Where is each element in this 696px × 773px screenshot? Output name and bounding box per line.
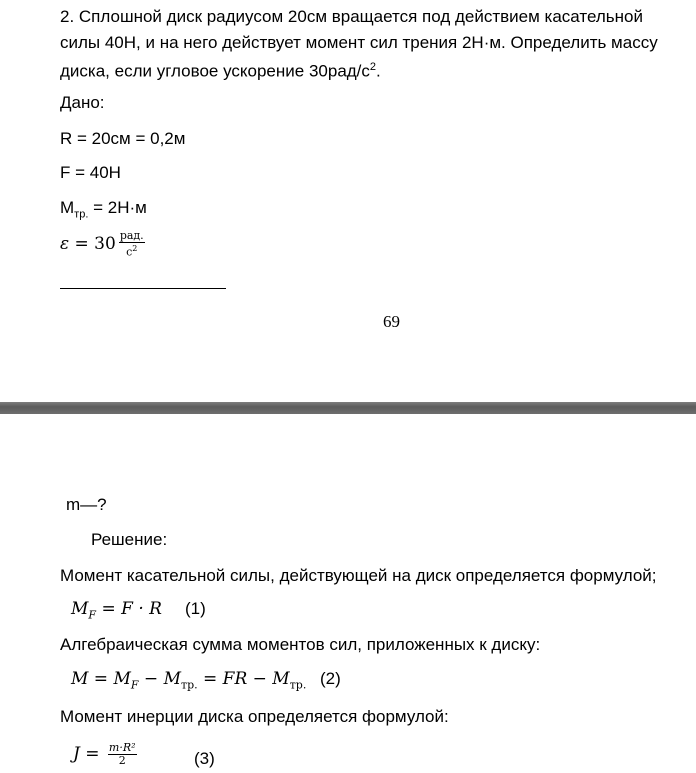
- equation-number-3: (3): [194, 749, 215, 768]
- problem-line-2: силы 40Н, и на него действует момент сил трения 2Н·м. Определить массу: [60, 33, 658, 52]
- formula-1: [71, 598, 162, 626]
- find-label: m—?: [66, 495, 107, 514]
- formula-1-sub: F: [88, 608, 97, 622]
- formula-3-numerator: m·R²: [108, 741, 136, 754]
- formula-2-minus: − M: [138, 669, 181, 689]
- formula-2-sub-3: тр.: [289, 678, 307, 692]
- given-moment-symbol: М: [60, 198, 75, 217]
- epsilon-denominator: [119, 243, 145, 259]
- given-force: F = 40Н: [60, 163, 121, 182]
- epsilon-den-sup: 2: [132, 244, 138, 253]
- formula-1-rhs: = F · R: [96, 599, 162, 619]
- formula-2: [71, 668, 306, 696]
- problem-line-1: 2. Сплошной диск радиусом 20см вращается под действием касательной: [60, 7, 643, 26]
- epsilon-symbol: ε: [60, 233, 70, 254]
- formula-2-m: M = M: [71, 669, 131, 689]
- epsilon-den-base: с: [126, 245, 133, 259]
- solution-text-1: Момент касательной силы, действующей на диск определяется формулой;: [60, 566, 657, 585]
- problem-line-3-text: диска, если угловое ускорение 30рад/с: [60, 61, 370, 81]
- formula-3-fraction: [108, 742, 137, 767]
- formula-2-sub-1: F: [130, 678, 139, 692]
- given-separator-line: [60, 288, 226, 289]
- formula-3-j: J: [73, 744, 80, 764]
- solution-label: Решение:: [91, 530, 168, 549]
- problem-line-3: [60, 56, 381, 83]
- page-number: 69: [383, 312, 400, 331]
- given-moment-value: = 2Н·м: [88, 198, 147, 217]
- problem-line-3-end: .: [376, 61, 381, 81]
- page-separator: [0, 402, 696, 414]
- formula-1-m: M: [71, 599, 89, 619]
- formula-2-sub-2: тр.: [180, 678, 198, 692]
- formula-3-denominator: 2: [118, 754, 126, 767]
- solution-text-2: Алгебраическая сумма моментов сил, приложенных к диску:: [60, 635, 541, 654]
- equation-number-1: (1): [185, 599, 206, 618]
- page-bottom: [0, 414, 696, 773]
- equation-number-2: (2): [320, 669, 341, 688]
- given-radius: R = 20см = 0,2м: [60, 129, 186, 148]
- formula-3: [73, 742, 137, 767]
- given-label: Дано:: [60, 93, 105, 112]
- epsilon-numerator: рад.: [119, 229, 144, 242]
- formula-3-eq: =: [79, 744, 105, 764]
- solution-text-3: Момент инерции диска определяется формулой:: [60, 707, 449, 726]
- epsilon-fraction: [119, 230, 145, 259]
- problem-line-3-sup: 2: [369, 61, 377, 73]
- given-moment-sub: тр.: [74, 208, 89, 221]
- given-moment: [60, 197, 147, 225]
- given-angular-acceleration: [60, 230, 145, 259]
- formula-2-eq: = FR − M: [197, 669, 290, 689]
- epsilon-equals: = 30: [69, 233, 116, 254]
